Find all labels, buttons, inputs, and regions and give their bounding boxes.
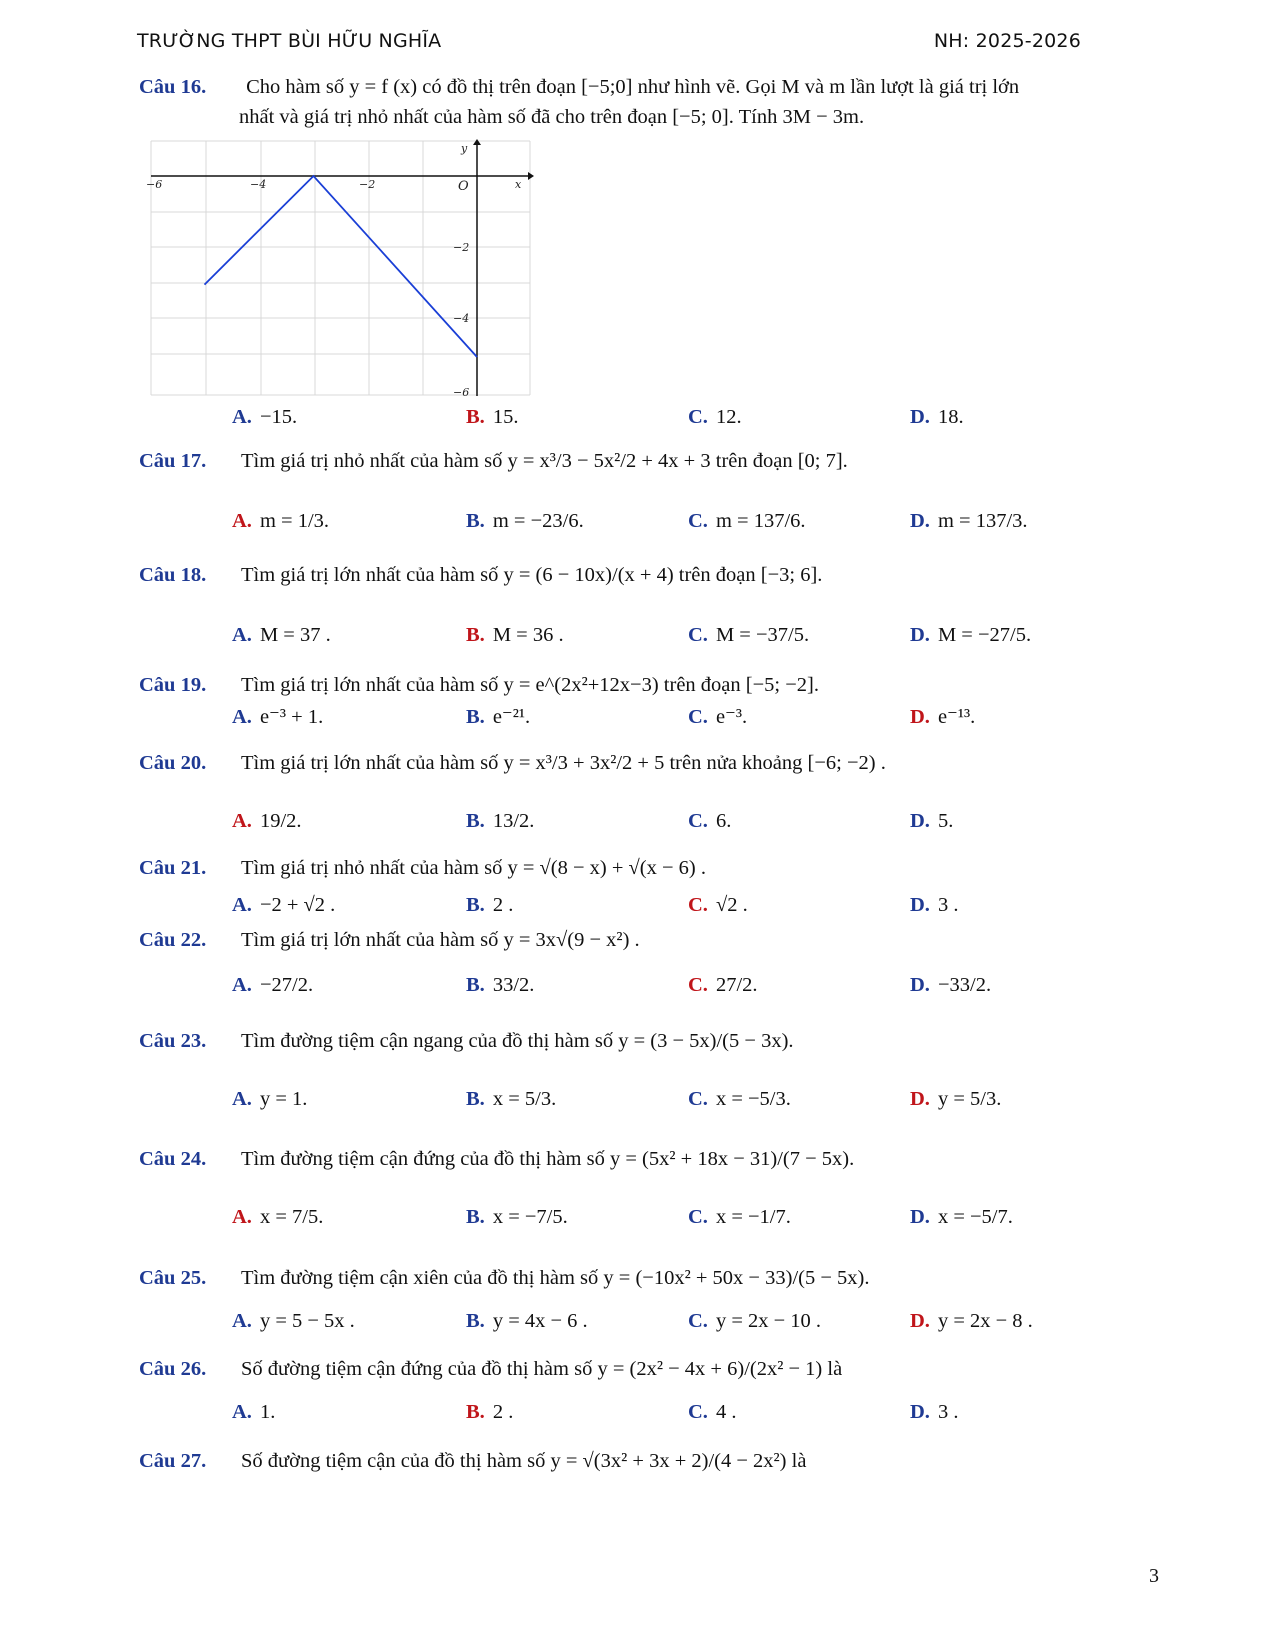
option-c[interactable]: C. e⁻³. xyxy=(688,706,748,728)
question-25: Câu 25. Tìm đường tiệm cận xiên của đồ thị hàm số y = (−10x² + 50x − 33)/(5 − 5x). xyxy=(139,1267,870,1289)
option-d[interactable]: D. m = 137/3. xyxy=(910,510,1028,532)
option-d[interactable]: D. e⁻¹³. xyxy=(910,706,976,728)
option-a[interactable]: A. −2 + √2 . xyxy=(232,894,336,916)
option-b[interactable]: B. m = −23/6. xyxy=(466,510,584,532)
option-b[interactable]: B. 33/2. xyxy=(466,974,535,996)
option-a[interactable]: A. y = 1. xyxy=(232,1088,308,1110)
x-tick-label: −2 xyxy=(359,178,376,191)
option-a[interactable]: A. −27/2. xyxy=(232,974,314,996)
question-24: Câu 24. Tìm đường tiệm cận đứng của đồ thị hàm số y = (5x² + 18x − 31)/(7 − 5x). xyxy=(139,1148,855,1170)
option-c[interactable]: C. m = 137/6. xyxy=(688,510,806,532)
question-16 xyxy=(139,72,1019,102)
x-tick-label: −4 xyxy=(250,178,267,191)
option-d[interactable]: D. y = 2x − 8 . xyxy=(910,1310,1033,1332)
grid xyxy=(151,141,530,395)
school-year: NH: 2025-2026 xyxy=(933,30,1081,52)
option-b[interactable]: B. x = −7/5. xyxy=(466,1206,568,1228)
y-tick-label: −4 xyxy=(453,312,470,325)
question-21: Câu 21. Tìm giá trị nhỏ nhất của hàm số y = √(8 − x) + √(x − 6) . xyxy=(139,857,706,879)
option-d[interactable]: D. y = 5/3. xyxy=(910,1088,1002,1110)
y-axis-arrow xyxy=(473,139,481,145)
option-c[interactable]: C. x = −1/7. xyxy=(688,1206,791,1228)
y-tick-label: −2 xyxy=(453,241,470,254)
option-a[interactable]: A. m = 1/3. xyxy=(232,510,330,532)
y-axis-label: y xyxy=(461,142,468,155)
option-d[interactable]: D. M = −27/5. xyxy=(910,624,1032,646)
option-b[interactable]: B. x = 5/3. xyxy=(466,1088,557,1110)
x-tick-label: −6 xyxy=(146,178,163,191)
question-27: Câu 27. Số đường tiệm cận của đồ thị hàm số y = √(3x² + 3x + 2)/(4 − 2x²) là xyxy=(139,1450,807,1472)
option-d[interactable]: D. 5. xyxy=(910,810,954,832)
option-a[interactable]: A. e⁻³ + 1. xyxy=(232,706,324,728)
y-tick-label: −6 xyxy=(453,386,470,399)
school-name: TRƯỜNG THPT BÙI HỮU NGHĨA xyxy=(137,30,442,52)
option-c[interactable]: C. M = −37/5. xyxy=(688,624,810,646)
option-b[interactable]: B. e⁻²¹. xyxy=(466,706,531,728)
option-c[interactable]: C. y = 2x − 10 . xyxy=(688,1310,822,1332)
option-d[interactable]: D. 18. xyxy=(910,406,964,428)
option-b[interactable]: B. 2 . xyxy=(466,894,514,916)
question-text: Cho hàm số y = f (x) có đồ thị trên đoạn [−5;0] như hình vẽ. Gọi M và m lần lượt là giá trị lớn xyxy=(246,76,1020,98)
question-18: Câu 18. Tìm giá trị lớn nhất của hàm số y = (6 − 10x)/(x + 4) trên đoạn [−3; 6]. xyxy=(139,564,823,586)
option-b[interactable]: B. 13/2. xyxy=(466,810,535,832)
question-26: Câu 26. Số đường tiệm cận đứng của đồ thị hàm số y = (2x² − 4x + 6)/(2x² − 1) là xyxy=(139,1358,843,1380)
question-19: Câu 19. Tìm giá trị lớn nhất của hàm số y = e^(2x²+12x−3) trên đoạn [−5; −2]. xyxy=(139,674,819,696)
option-c[interactable]: C. √2 . xyxy=(688,894,748,916)
option-a[interactable]: A. M = 37 . xyxy=(232,624,331,646)
question-16-line2: nhất và giá trị nhỏ nhất của hàm số đã cho trên đoạn [−5; 0]. Tính 3M − 3m. xyxy=(239,106,865,128)
graph-curve xyxy=(205,176,478,357)
question-20: Câu 20. Tìm giá trị lớn nhất của hàm số y = x³/3 + 3x²/2 + 5 trên nửa khoảng [−6; −2) . xyxy=(139,752,886,774)
option-b[interactable]: B. y = 4x − 6 . xyxy=(466,1310,588,1332)
origin-label: O xyxy=(458,179,469,194)
question-22: Câu 22. Tìm giá trị lớn nhất của hàm số y = 3x√(9 − x²) . xyxy=(139,929,640,951)
option-b[interactable]: B. M = 36 . xyxy=(466,624,564,646)
question-17: Câu 17. Tìm giá trị nhỏ nhất của hàm số y = x³/3 − 5x²/2 + 4x + 3 trên đoạn [0; 7]. xyxy=(139,450,848,472)
option-d[interactable]: D. 3 . xyxy=(910,894,959,916)
function-graph xyxy=(148,140,532,398)
option-c[interactable]: C. x = −5/3. xyxy=(688,1088,791,1110)
question-number: Câu 16. xyxy=(139,76,207,98)
option-b[interactable]: B. 15. xyxy=(466,406,519,428)
option-d[interactable]: D. 3 . xyxy=(910,1401,959,1423)
option-c[interactable]: C. 12. xyxy=(688,406,742,428)
x-axis-arrow xyxy=(528,172,534,180)
option-c[interactable]: C. 27/2. xyxy=(688,974,758,996)
option-a[interactable]: A. y = 5 − 5x . xyxy=(232,1310,355,1332)
option-a[interactable]: A. −15. xyxy=(232,406,298,428)
question-23: Câu 23. Tìm đường tiệm cận ngang của đồ thị hàm số y = (3 − 5x)/(5 − 3x). xyxy=(139,1030,794,1052)
x-axis-label: x xyxy=(515,178,522,191)
option-a[interactable]: A. 19/2. xyxy=(232,810,302,832)
page-number: 3 xyxy=(1149,1565,1159,1587)
option-a[interactable]: A. x = 7/5. xyxy=(232,1206,324,1228)
option-d[interactable]: D. x = −5/7. xyxy=(910,1206,1013,1228)
option-c[interactable]: C. 6. xyxy=(688,810,732,832)
option-d[interactable]: D. −33/2. xyxy=(910,974,992,996)
option-a[interactable]: A. 1. xyxy=(232,1401,276,1423)
option-c[interactable]: C. 4 . xyxy=(688,1401,737,1423)
option-b[interactable]: B. 2 . xyxy=(466,1401,514,1423)
